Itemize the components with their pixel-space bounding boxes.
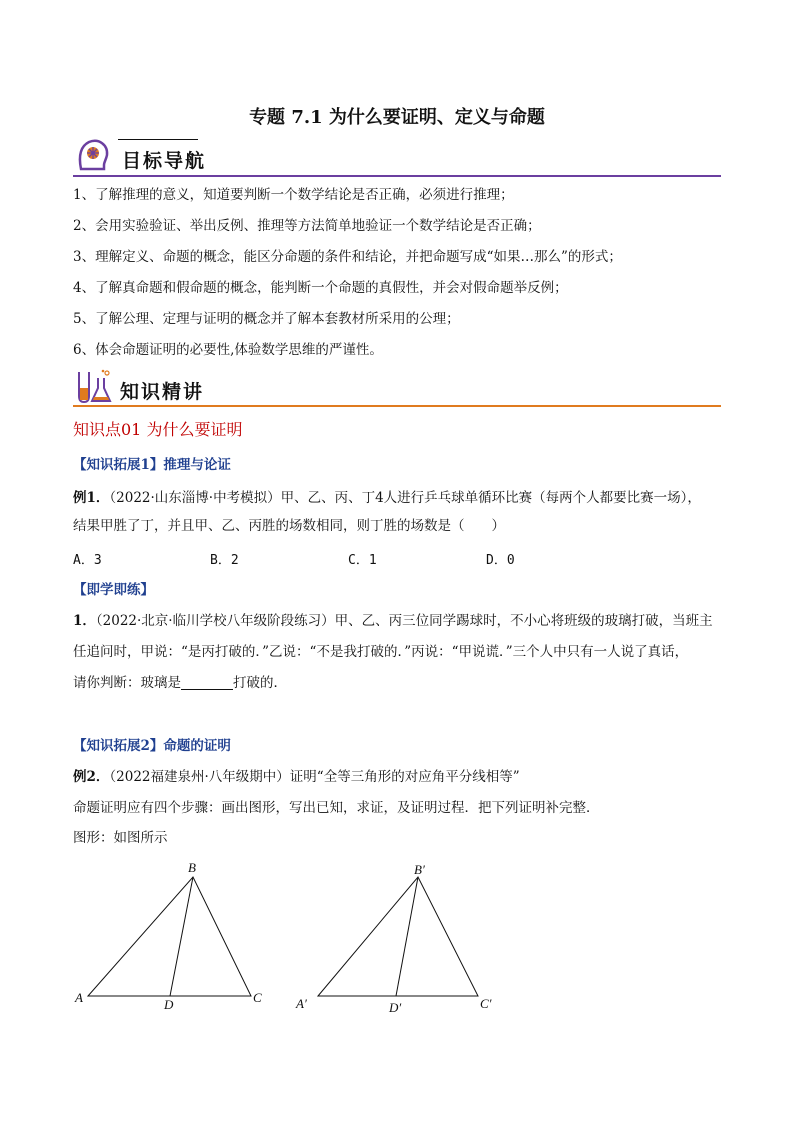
question-text: 打破的． [233, 675, 287, 691]
section-heading-knowledge: 知识精讲 [120, 381, 205, 403]
triangle-abc [88, 877, 251, 996]
goal-item: 3、理解定义、命题的概念，能区分命题的条件和结论，并把命题写成“如果…那么”的形式； [73, 249, 622, 265]
extension-name: 推理与论证 [163, 457, 231, 473]
option-a: A．3 [73, 553, 102, 568]
goal-item: 6、体会命题证明的必要性,体验数学思维的严谨性。 [73, 342, 383, 358]
example-2-line2: 命题证明应有四个步骤：画出图形，写出已知，求证，及证明过程．把下列证明补完整． [73, 800, 600, 816]
extension-tag: 【知识拓展1】 [73, 457, 164, 473]
knowledge-point-title: 知识点01 为什么要证明 [73, 420, 243, 439]
example-label: 例2． [73, 769, 110, 785]
goal-item: 5、了解公理、定理与证明的概念并了解本套教材所采用的公理； [73, 311, 460, 327]
triangle-abc-prime [318, 877, 478, 996]
option-d: D．0 [486, 553, 515, 568]
goal-item: 2、会用实验验证、举出反例、推理等方法简单地验证一个数学结论是否正确； [73, 218, 541, 234]
example-label: 例1． [73, 490, 110, 506]
page-title: 专题 7.1 为什么要证明、定义与命题 [249, 107, 545, 128]
label-a-prime: A′ [296, 996, 307, 1011]
label-c: C [253, 990, 262, 1005]
option-b: B．2 [210, 553, 239, 568]
extension-tag: 【知识拓展2】 [73, 738, 164, 754]
label-d: D [164, 997, 174, 1012]
extension-name: 命题的证明 [163, 738, 231, 754]
question-text: （2022·北京·临川学校八年级阶段练习）甲、乙、丙三位同学踢球时，不小心将班级的玻璃打破，当班主 [95, 613, 713, 629]
label-b-prime: B′ [414, 862, 425, 877]
question-1-line2: 任追问时，甲说：“是丙打破的．”乙说：“不是我打破的．”丙说：“甲说谎．”三个人中只有一人说了真话， [73, 644, 689, 660]
label-c-prime: C′ [480, 996, 492, 1011]
goal-item: 4、了解真命题和假命题的概念，能判断一个命题的真假性，并会对假命题举反例； [73, 280, 568, 296]
example-text: （2022福建泉州·八年级期中）证明“全等三角形的对应角平分线相等” [109, 769, 520, 785]
label-b: B [188, 860, 196, 875]
example-1-line2: 结果甲胜了丁，并且甲、乙、丙胜的场数相同，则丁胜的场数是（ ） [73, 518, 505, 534]
practice-heading: 【即学即练】 [73, 582, 154, 598]
section-heading-goals: 目标导航 [122, 150, 207, 172]
label-d-prime: D′ [389, 1000, 402, 1015]
question-text: 请你判断：玻璃是 [73, 675, 181, 691]
example-text: （2022·山东淄博·中考模拟）甲、乙、丙、丁4人进行乒乓球单循环比赛（每两个人都要比赛一场）， [109, 490, 701, 506]
option-c: C．1 [348, 553, 377, 568]
question-label: 1． [73, 613, 96, 629]
goal-item: 1、了解推理的意义，知道要判断一个数学结论是否正确，必须进行推理； [73, 187, 514, 203]
label-a: A [75, 990, 83, 1005]
example-2-line3: 图形：如图所示 [73, 830, 168, 846]
